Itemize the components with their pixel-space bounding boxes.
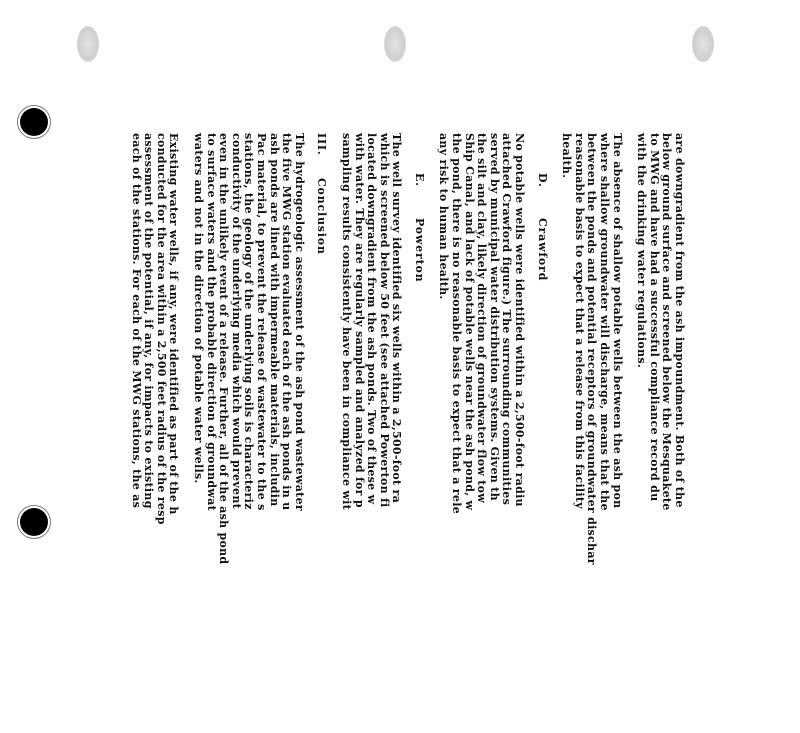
text-line: where shallow groundwater will discharge, means that the xyxy=(598,133,612,511)
section-title: Conclusion xyxy=(315,178,329,255)
text-line: are downgradient from the ash impoundment. Both of the xyxy=(673,133,686,508)
scanned-page xyxy=(129,0,795,618)
crawford-paragraph xyxy=(437,133,525,733)
text-line: between the ponds and potential receptors of groundwater dischar xyxy=(585,133,599,565)
text-line: ash ponds are lined with impermeable materials, includin xyxy=(267,133,281,507)
text-line: Ship Canal, and lack of potable wells near the ash pond, w xyxy=(462,133,476,511)
text-line: conducted for the area within a 2,500 feet radius of the resp xyxy=(154,133,168,525)
section-e-heading xyxy=(412,133,425,733)
text-line: with water. They are regularly sampled and analyzed for p xyxy=(352,133,366,508)
section-title: Powerton xyxy=(412,218,426,283)
text-line: even in the unlikely event of a release. Further, all of the ash pond xyxy=(217,133,231,565)
binder-hole-bottom xyxy=(20,508,48,536)
section-number: III. xyxy=(315,133,329,156)
rotated-text-block xyxy=(117,133,685,733)
text-line: the silt and clay, likely direction of groundwater flow tow xyxy=(475,133,489,504)
text-line: to surface waters and the probable direction of groundwat xyxy=(204,133,218,511)
text-line: located downgradient from the ash ponds. Two of these w xyxy=(365,133,379,505)
text-line: The hydrogeologic assessment of the ash pond wastewater xyxy=(292,133,306,511)
text-line: health. xyxy=(560,133,574,179)
intro-paragraph xyxy=(635,133,685,733)
powerton-paragraph xyxy=(339,133,402,733)
text-line: reasonable basis to expect that a release from this facility xyxy=(572,133,586,509)
text-line: served by municipal water distribution systems. Given th xyxy=(487,133,501,501)
text-line: No potable wells were identified within a 2,500-foot radiu xyxy=(513,133,527,507)
binder-hole-top xyxy=(20,108,48,136)
text-line: conductivity of the underlying media which would prevent xyxy=(229,133,243,509)
existing-wells-paragraph xyxy=(129,133,179,733)
text-line: stations, the geology of the underlying soils is characteriz xyxy=(242,133,256,510)
text-line: each of the stations. For each of the MWG stations, the as xyxy=(129,133,143,509)
text-line: sampling results consistently have been in compliance wit xyxy=(339,133,353,511)
text-line: below ground surface and screened below the Mesquakete xyxy=(660,133,674,511)
text-line: the five MWG station evaluated each of the ash ponds in u xyxy=(280,133,294,511)
text-line: Pac material, to prevent the release of wastewater to the s xyxy=(254,133,268,511)
text-line: the pond, there is no reasonable basis to expect that a rele xyxy=(450,133,464,514)
text-line: The absence of shallow potable wells between the ash pon xyxy=(610,133,624,509)
text-line: to MWG and have had a successful compliance record du xyxy=(647,133,661,502)
text-line: which is screened below 50 feet (see attached Powerton fi xyxy=(377,133,391,508)
section-iii-heading xyxy=(315,133,328,733)
text-line: waters and not in the direction of potable water wells. xyxy=(192,133,205,484)
section-d-heading xyxy=(535,133,548,733)
text-line: any risk to human health. xyxy=(437,133,451,300)
conclusion-paragraph xyxy=(191,133,304,733)
section-title: Crawford xyxy=(535,218,549,282)
punch-hole-left xyxy=(77,26,99,62)
text-line: with the drinking water regulations. xyxy=(635,133,649,368)
text-line: attached Crawford figure.) The surrounding communities xyxy=(500,133,514,506)
absence-paragraph xyxy=(560,133,623,733)
text-line: Existing water wells, if any, were identified as part of the h xyxy=(167,133,181,515)
text-line: assessment of the potential, if any, for impacts to existing xyxy=(142,133,156,509)
section-number: D. xyxy=(535,173,549,188)
section-number: E. xyxy=(412,173,426,187)
text-line: The well survey identified six wells within a 2,500-foot ra xyxy=(390,133,404,504)
